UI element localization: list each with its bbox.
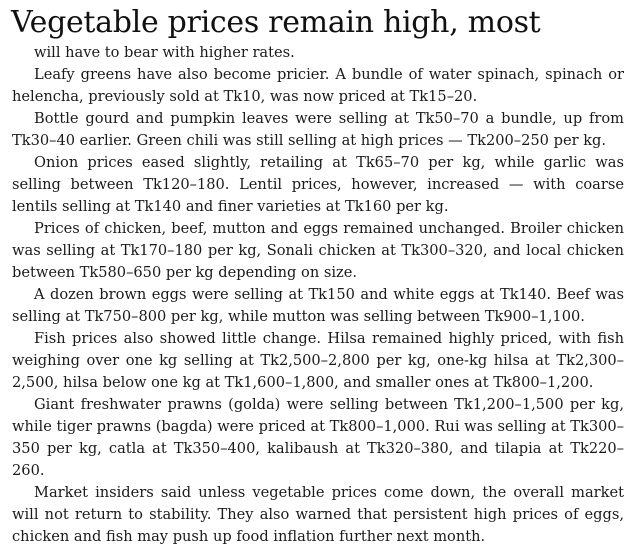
paragraph-fish-hilsa: Fish prices also showed little change. Hilsa remained highly priced, with fish weighing over one kg selling at Tk2,500–2,800 per kg, one-kg hilsa at Tk2,300–2,500, hilsa below one kg at Tk1,600–1,800, and smaller ones at Tk800–1,200. <box>12 330 624 391</box>
paragraph-continuation: will have to bear with higher rates. <box>34 44 295 61</box>
article-body <box>12 42 624 548</box>
paragraph-chicken: Prices of chicken, beef, mutton and eggs remained unchanged. Broiler chicken was selling at Tk170–180 per kg, Sonali chicken at Tk300–320, and local chicken between Tk580–650 per kg depending on size. <box>12 220 624 281</box>
paragraph-eggs-beef-mutton: A dozen brown eggs were selling at Tk150 and white eggs at Tk140. Beef was selling at Tk750–800 per kg, while mutton was selling between Tk900–1,100. <box>12 286 624 325</box>
headline: Vegetable prices remain high, most <box>11 5 541 40</box>
paragraph-market-outlook: Market insiders said unless vegetable prices come down, the overall market will not return to stability. They also warned that persistent high prices of eggs, chicken and fish may push up food inflation further next month. <box>12 484 624 545</box>
paragraph-leafy-greens: Leafy greens have also become pricier. A bundle of water spinach, spinach or helencha, previously sold at Tk10, was now priced at Tk15–20. <box>12 66 624 105</box>
paragraph-onion-garlic-lentil: Onion prices eased slightly, retailing at Tk65–70 per kg, while garlic was selling between Tk120–180. Lentil prices, however, increased — with coarse lentils selling at Tk140 and finer varieties at Tk160 per kg. <box>12 154 624 215</box>
paragraph-gourd-chili: Bottle gourd and pumpkin leaves were selling at Tk50–70 a bundle, up from Tk30–40 earlier. Green chili was still selling at high prices — Tk200–250 per kg. <box>12 110 624 149</box>
paragraph-prawns-rui: Giant freshwater prawns (golda) were selling between Tk1,200–1,500 per kg, while tiger prawns (bagda) were priced at Tk800–1,000. Rui was selling at Tk300–350 per kg, catla at Tk350–400, kalibaush at Tk320–380, and tilapia at Tk220–260. <box>12 396 624 479</box>
